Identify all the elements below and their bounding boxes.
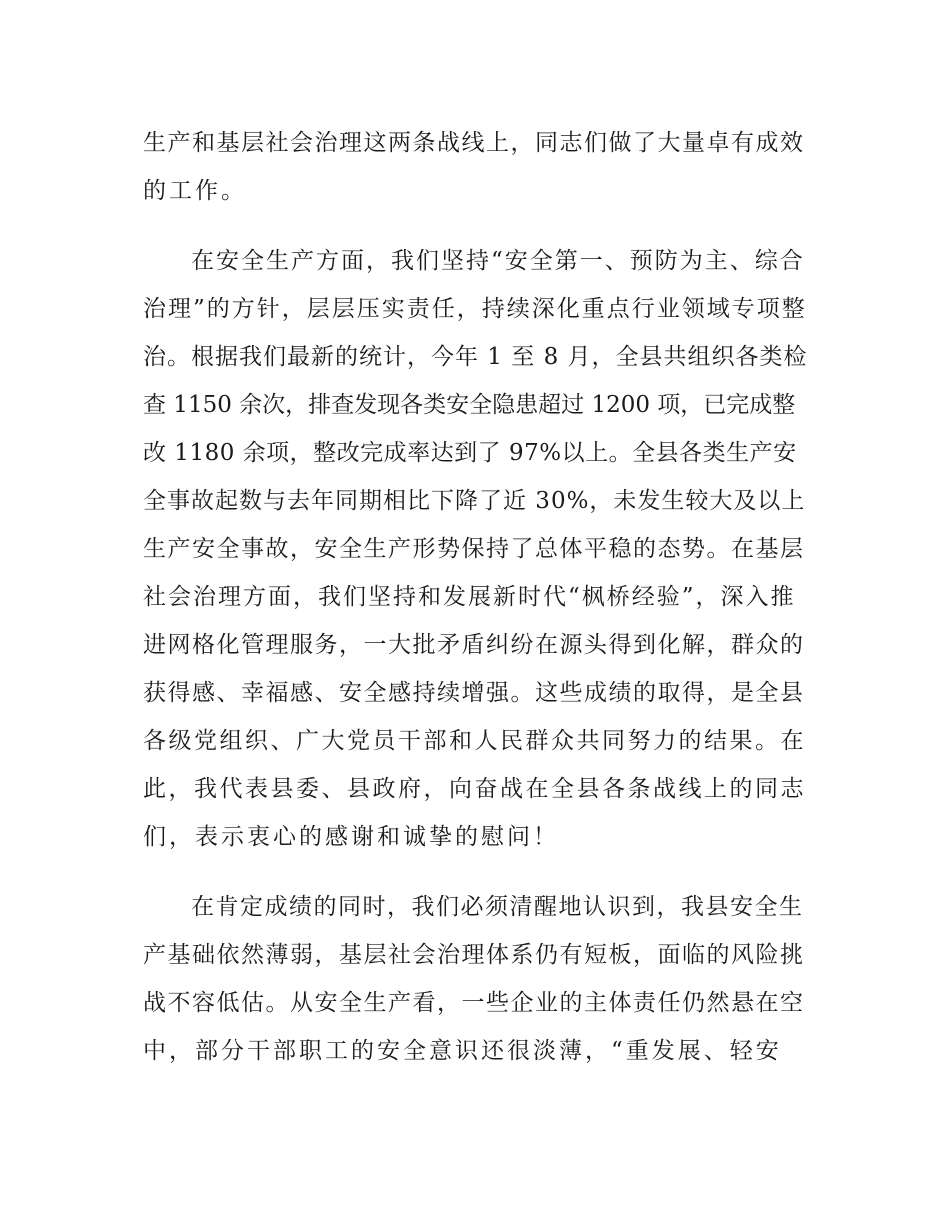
text-line: 治。根据我们最新的统计，今年 1 至 8 月，全县共组织各类检 — [143, 344, 808, 370]
text-line: 生产和基层社会治理这两条战线上，同志们做了大量卓有成效 — [143, 130, 805, 156]
text-line: 战不容低估。从安全生产看，一些企业的主体责任仍然悬在空 — [143, 990, 805, 1016]
text-line: 全事故起数与去年同期相比下降了近 30%，未发生较大及以上 — [143, 488, 806, 514]
text-line: 进网格化管理服务，一大批矛盾纠纷在源头得到化解，群众的 — [143, 632, 805, 658]
text-line: 社会治理方面，我们坚持和发展新时代“枫桥经验”，深入推 — [143, 584, 796, 610]
text-line: 产基础依然薄弱，基层社会治理体系仍有短板，面临的风险挑 — [143, 942, 805, 968]
text-line: 们，表示衷心的感谢和诚挚的慰问！ — [143, 824, 559, 850]
text-line: 的工作。 — [143, 178, 247, 204]
text-line: 在安全生产方面，我们坚持“安全第一、预防为主、综合 — [191, 248, 805, 274]
text-line: 改 1180 余项，整改完成率达到了 97%以上。全县各类生产安 — [143, 440, 797, 466]
text-line: 获得感、幸福感、安全感持续增强。这些成绩的取得，是全县 — [143, 680, 805, 706]
text-line: 查 1150 余次，排查发现各类安全隐患超过 1200 项，已完成整 — [143, 392, 796, 418]
text-line: 各级党组织、广大党员干部和人民群众共同努力的结果。在 — [143, 728, 806, 754]
text-line: 治理”的方针，层层压实责任，持续深化重点行业领域专项整 — [143, 296, 807, 322]
text-line: 中，部分干部职工的安全意识还很淡薄，“重发展、轻安 — [143, 1038, 782, 1064]
text-line: 生产安全事故，安全生产形势保持了总体平稳的态势。在基层 — [143, 536, 805, 562]
text-line: 在肯定成绩的同时，我们必须清醒地认识到，我县安全生 — [191, 894, 804, 920]
text-line: 此，我代表县委、县政府，向奋战在全县各条战线上的同志 — [143, 776, 806, 802]
